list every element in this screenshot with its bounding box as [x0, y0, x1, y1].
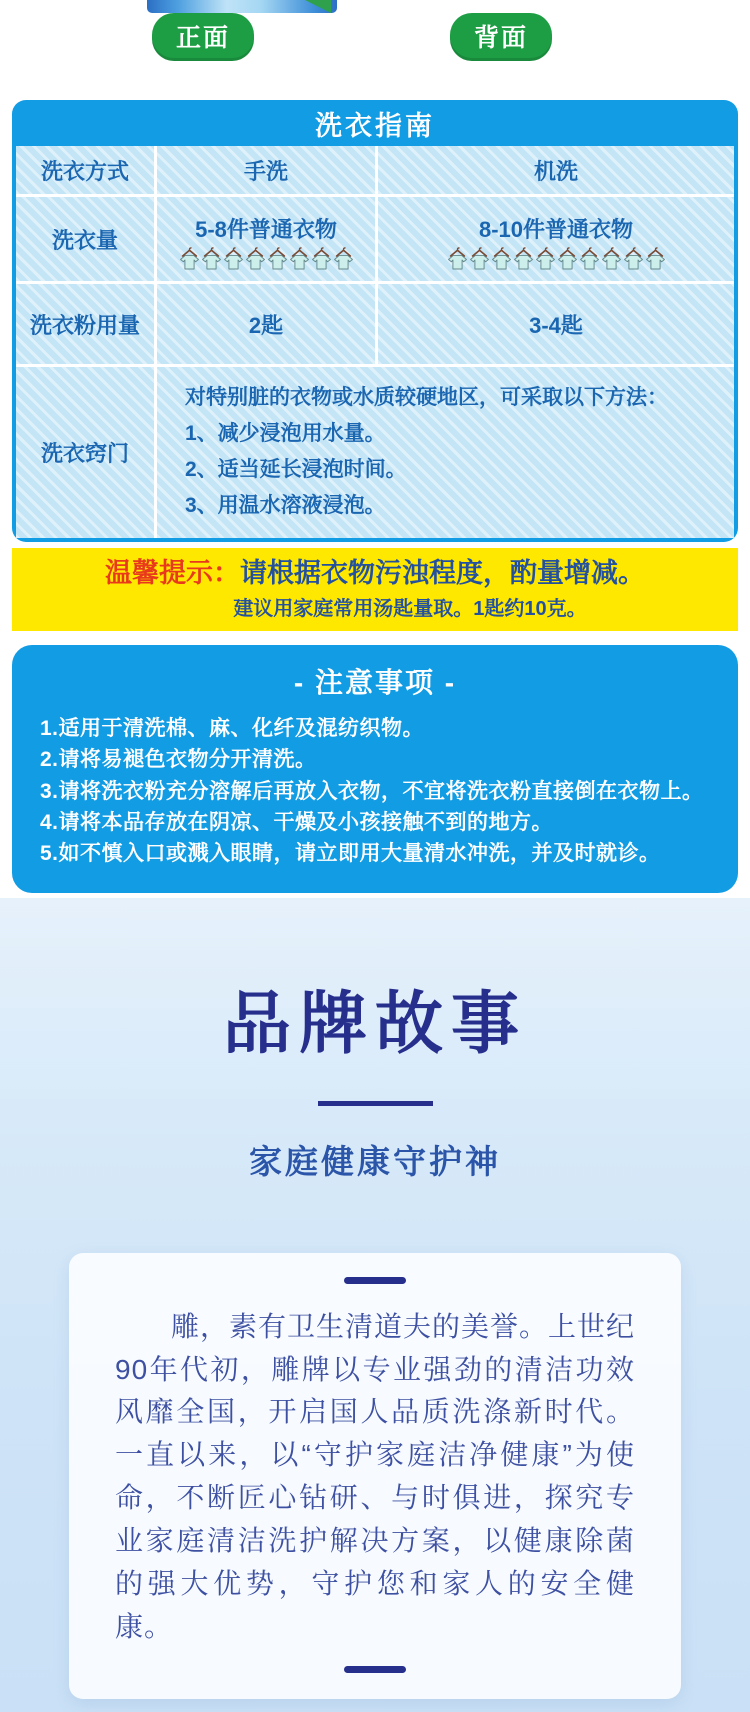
method-hand-cell: 手洗	[157, 146, 375, 194]
brand-story-subtitle: 家庭健康守护神	[249, 1142, 501, 1180]
warm-tip-main-text: 请根据衣物污浊程度，酌量增减。	[240, 557, 645, 588]
notice-item: 1.适用于清洗棉、麻、化纤及混纺织物。	[40, 717, 425, 741]
notice-item: 4.请将本品存放在阴凉、干燥及小孩接触不到的地方。	[40, 810, 554, 834]
brand-story-card	[69, 1253, 681, 1700]
tips-row-label: 洗衣窍门	[16, 367, 154, 538]
shirt-hanger-icon	[223, 247, 244, 270]
washing-guide-title: 洗衣指南	[315, 110, 435, 141]
shirt-hanger-icon	[491, 247, 512, 270]
shirt-hanger-icon	[623, 247, 644, 270]
shirt-hanger-icon	[557, 247, 578, 270]
method-row-label: 洗衣方式	[16, 146, 154, 194]
brand-story-section	[0, 898, 750, 1712]
notice-item: 2.请将易褪色衣物分开清洗。	[40, 748, 317, 772]
notice-item: 5.如不慎入口或溅入眼睛，请立即用大量清水冲洗，并及时就诊。	[40, 841, 661, 865]
shirt-hanger-icon	[245, 247, 266, 270]
shirt-hanger-icon	[469, 247, 490, 270]
tips-item: 3、用温水溶液浸泡。	[185, 493, 386, 517]
package-image-fragment	[147, 0, 337, 13]
tips-content-cell	[157, 367, 734, 538]
shirt-hanger-icon	[645, 247, 666, 270]
warm-tip-sub-text: 建议用家庭常用汤匙量取。1匙约10克。	[233, 598, 587, 621]
load-machine-icons	[447, 247, 666, 270]
shirt-hanger-icon	[333, 247, 354, 270]
load-machine-text: 8-10件普通衣物	[478, 216, 634, 242]
shirt-hanger-icon	[513, 247, 534, 270]
story-card-top-bar	[344, 1277, 406, 1284]
shirt-hanger-icon	[289, 247, 310, 270]
brand-title-divider	[318, 1101, 433, 1106]
load-row-label: 洗衣量	[16, 197, 154, 281]
back-view-button[interactable]: 背面	[450, 13, 552, 61]
dosage-hand-cell: 2匙	[157, 284, 375, 364]
washing-guide-grid	[16, 146, 734, 538]
shirt-hanger-icon	[311, 247, 332, 270]
tips-intro: 对特别脏的衣物或水质较硬地区，可采取以下方法：	[185, 386, 668, 409]
shirt-hanger-icon	[447, 247, 468, 270]
shirt-hanger-icon	[201, 247, 222, 270]
load-hand-cell	[157, 197, 375, 281]
shirt-hanger-icon	[579, 247, 600, 270]
method-machine-cell: 机洗	[378, 146, 734, 194]
load-machine-cell	[378, 197, 734, 281]
top-strip	[0, 0, 750, 100]
shirt-hanger-icon	[179, 247, 200, 270]
dosage-machine-cell: 3-4匙	[378, 284, 734, 364]
notice-item: 3.请将洗衣粉充分溶解后再放入衣物，不宜将洗衣粉直接倒在衣物上。	[40, 779, 704, 803]
warm-tip-label: 温馨提示：	[105, 557, 240, 588]
brand-story-paragraph: 雕，素有卫生清道夫的美誉。上世纪90年代初，雕牌以专业强劲的清洁功效风靡全国，开启国人品质洗涤新时代。一直以来，以“守护家庭洁净健康”为使命，不断匠心钻研、与时俱进，探究专业家庭清洁洗护解决方案，以健康除菌的强大优势，守护您和家人的安全健康。	[115, 1310, 636, 1642]
front-view-button[interactable]: 正面	[152, 13, 254, 61]
story-card-bottom-bar	[344, 1666, 406, 1673]
washing-guide-table	[12, 100, 738, 542]
load-hand-text: 5-8件普通衣物	[195, 216, 337, 242]
load-hand-icons	[179, 247, 354, 270]
warm-tip-banner	[12, 548, 738, 631]
notice-title: - 注意事项 -	[293, 667, 457, 699]
warm-tip-main-line	[22, 557, 728, 589]
brand-story-title: 品牌故事	[222, 985, 527, 1062]
shirt-hanger-icon	[267, 247, 288, 270]
shirt-hanger-icon	[535, 247, 556, 270]
shirt-hanger-icon	[601, 247, 622, 270]
tips-item: 1、减少浸泡用水量。	[185, 421, 386, 445]
dosage-row-label: 洗衣粉用量	[16, 284, 154, 364]
tips-item: 2、适当延长浸泡时间。	[185, 457, 407, 481]
notice-box	[12, 645, 738, 892]
